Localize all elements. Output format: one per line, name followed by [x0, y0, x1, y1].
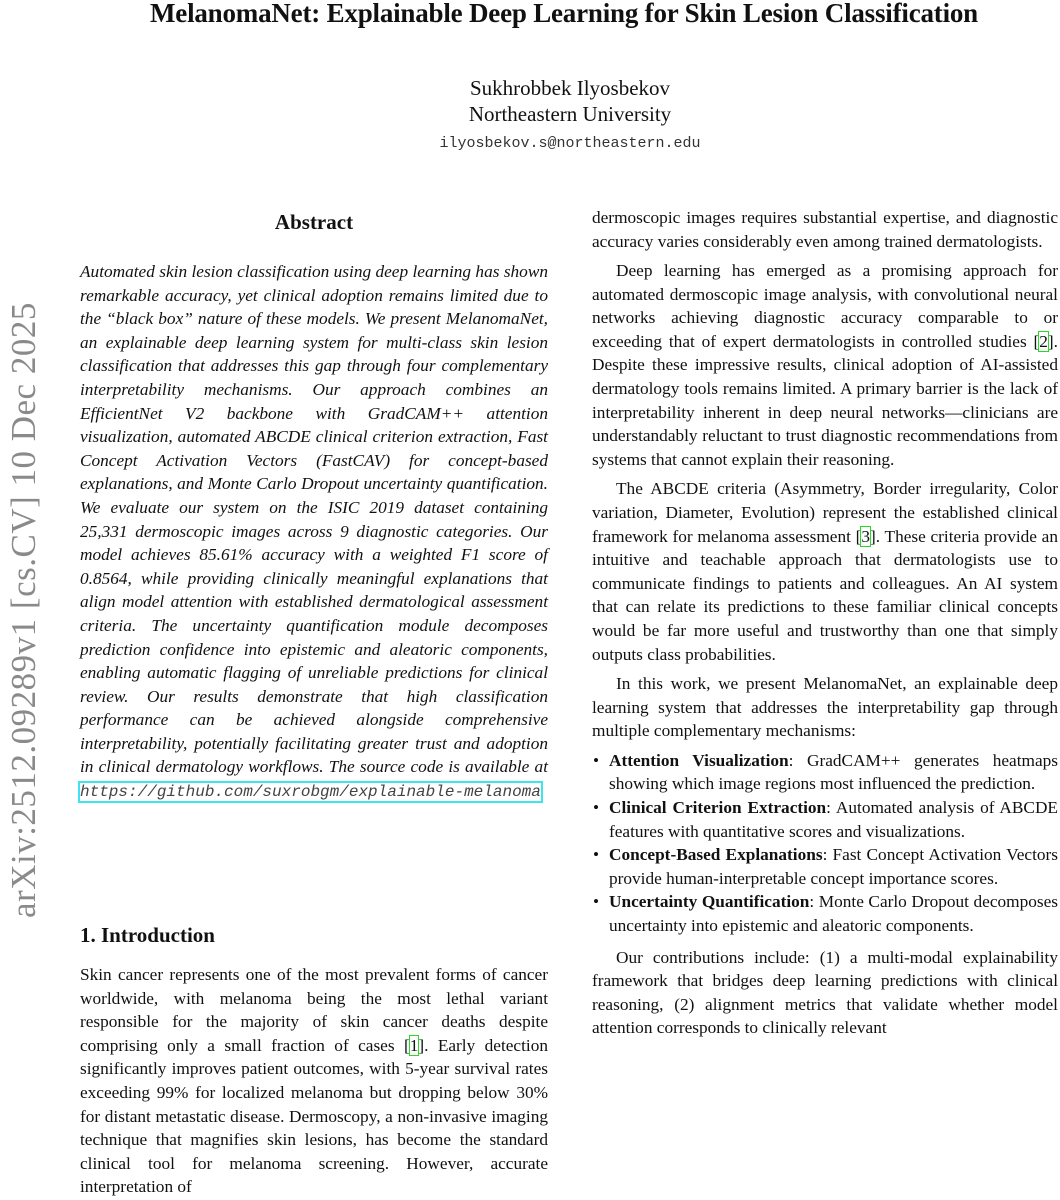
- intro-text: Skin cancer represents one of the most prevalent forms of cancer worldwide, with melanoma being the most lethal variant responsible for the majority of skin cancer deaths despite comprising only a small fraction of cases [: [80, 965, 548, 1055]
- intro-text: Deep learning has emerged as a promising approach for automated dermoscopic image analysis, with convolutional neural networks achieving diagnostic accuracy comparable to or exceeding that of expert dermatologists in controlled studies [: [592, 261, 1058, 351]
- bullet-text: : Fast Concept Activation Vectors provide human-interpretable concept importance scores.: [609, 845, 1058, 888]
- intro-paragraph-3: [592, 477, 1058, 666]
- bullet-term: Clinical Criterion Extraction: [609, 798, 827, 818]
- bullet-text: : Monte Carlo Dropout decomposes uncertainty into epistemic and aleatoric components.: [609, 892, 1058, 936]
- intro-text: ]. Early detection significantly improves patient outcomes, with 5-year survival rates exceeding 99% for localized melanoma but dropping below 30% for distant metastatic disease. Dermoscopy, a non-invasive imaging technique that magnifies skin lesions, has become the standard clinical tool for melanoma screening. However, accurate interpretation of: [80, 1035, 548, 1197]
- list-item: [609, 843, 1058, 890]
- bullet-term: Concept-Based Explanations: [609, 845, 823, 865]
- citation-link-2[interactable]: 2: [1039, 331, 1048, 351]
- contribution-list: [592, 749, 1058, 938]
- intro-paragraph-4: In this work, we present MelanomaNet, an explainable deep learning system that addresses the interpretability gap through multiple complementary mechanisms:: [592, 674, 1058, 741]
- right-column: [592, 206, 1058, 253]
- intro-paragraph-1-continued: dermoscopic images requires substantial expertise, and diagnostic accuracy varies considerably even among trained dermatologists.: [592, 208, 1058, 251]
- paper-title: MelanomaNet: Explainable Deep Learning for Skin Lesion Classification: [150, 0, 978, 28]
- abstract-text: Automated skin lesion classification using deep learning has shown remarkable accuracy, yet clinical adoption remains limited due to the “black box” nature of these models. We present MelanomaNet, an explainable deep learning system for multi-class skin lesion classification that addresses this gap through four complementary interpretability mechanisms. Our approach combines an EfficientNet V2 backbone with GradCAM++ attention visualization, automated ABCDE clinical criterion extraction, Fast Concept Activation Vectors (FastCAV) for concept-based explanations, and Monte Carlo Dropout uncertainty quantification. We evaluate our system on the ISIC 2019 dataset containing 25,331 dermoscopic images across 9 diagnostic categories. Our model achieves 85.61% accuracy with a weighted F1 score of 0.8564, while providing clinically meaningful explanations that align model attention with established dermatological assessment criteria. The uncertainty quantification module decomposes prediction confidence into epistemic and aleatoric components, enabling automatic flagging of unreliable predictions for clinical review. Our results demonstrate that high classification performance can be achieved alongside comprehensive interpretability, potentially facilitating greater trust and adoption in clinical dermatology workflows. The source code is available at: [80, 262, 548, 777]
- bullet-text: : GradCAM++ generates heatmaps showing which image regions most influenced the prediction.: [609, 750, 1058, 794]
- list-item: [609, 796, 1058, 843]
- intro-text: ]. These criteria provide an intuitive and teachable approach that dermatologists use to communicate findings to patients and colleagues. An AI system that can relate its predictions to these familiar clinical concepts would be far more useful and trustworthy than one that simply outputs class probabilities.: [592, 526, 1058, 664]
- intro-text: ]. Despite these impressive results, clinical adoption of AI-assisted dermatology tools remains limited. A primary barrier is the lack of interpretability inherent in deep neural networks—clinicians are understandably reluctant to trust diagnostic recommendations from systems that cannot explain their reasoning.: [592, 331, 1058, 469]
- intro-paragraph-2: [592, 259, 1058, 471]
- author-email: ilyosbekov.s@northeastern.edu: [439, 135, 701, 152]
- intro-paragraph-1: [80, 963, 548, 1199]
- right-column-text: [592, 259, 1058, 1040]
- bullet-term: Uncertainty Quantification: [609, 892, 810, 912]
- author-affiliation: Northeastern University: [468, 102, 672, 126]
- author-name: Sukhrobbek Ilyosbekov: [469, 76, 671, 100]
- list-item: [609, 890, 1058, 937]
- abstract-body: [80, 260, 548, 805]
- arxiv-stamp: arXiv:2512.09289v1 [cs.CV] 10 Dec 2025: [4, 302, 43, 918]
- source-code-link[interactable]: https://github.com/suxrobgm/explainable-melanoma: [80, 783, 541, 802]
- bullet-term: Attention Visualization: [609, 750, 789, 770]
- citation-link-1[interactable]: 1: [409, 1035, 419, 1055]
- intro-text: The ABCDE criteria (Asymmetry, Border irregularity, Color variation, Diameter, Evolution) represent the established clinical framework for melanoma assessment [: [592, 479, 1058, 546]
- list-item: [609, 749, 1058, 796]
- section-heading-introduction: 1. Introduction: [80, 923, 215, 947]
- bullet-text: : Automated analysis of ABCDE features with quantitative scores and visualizations.: [609, 798, 1058, 841]
- abstract-heading: Abstract: [274, 210, 354, 234]
- citation-link-3[interactable]: 3: [861, 526, 871, 546]
- intro-paragraph-5: Our contributions include: (1) a multi-modal explainability framework that bridges deep learning predictions with clinical reasoning, (2) alignment metrics that validate whether model attention corresponds to clinically relevant: [592, 947, 1058, 1038]
